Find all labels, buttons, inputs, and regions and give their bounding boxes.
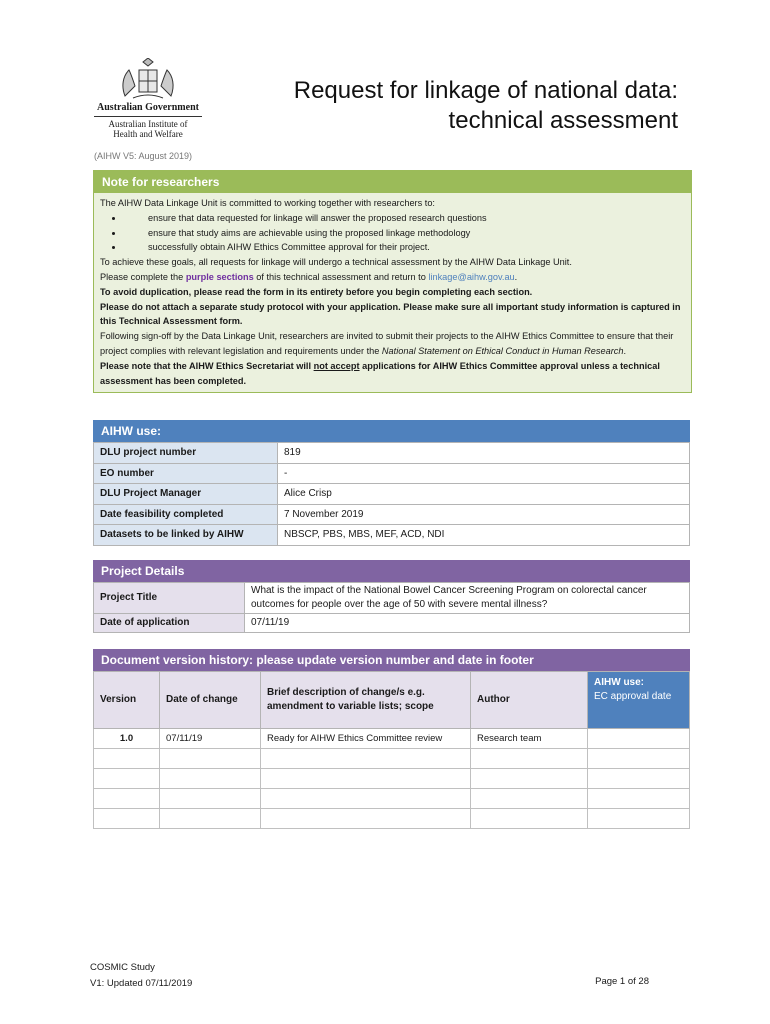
- ec-cell[interactable]: [588, 809, 690, 829]
- table-row: [94, 809, 690, 829]
- title-line-1: Request for linkage of national data:: [293, 77, 678, 104]
- date-cell[interactable]: [160, 749, 261, 769]
- ec-cell[interactable]: [588, 789, 690, 809]
- note-goals: To achieve these goals, all requests for linkage will undergo a technical assessment by the AIHW Data Linkage Unit.: [100, 257, 572, 268]
- note-bullet-list: [100, 211, 685, 255]
- author-cell[interactable]: [471, 769, 588, 789]
- table-row: [94, 789, 690, 809]
- note-signoff: Following sign-off by the Data Linkage Unit, researchers are invited to submit their projects to the AIHW Ethics Committee to ensure that their project complies with relevant legislation and requirements under the National Statement on Ethical Conduct in Human Research.: [100, 331, 674, 356]
- date-cell[interactable]: [160, 769, 261, 789]
- date-cell[interactable]: 07/11/19: [160, 729, 261, 749]
- table-row: [94, 614, 690, 633]
- table-header-row: [94, 672, 690, 729]
- logo-divider: [94, 116, 202, 117]
- desc-cell[interactable]: [261, 789, 471, 809]
- note-avoid-duplication: To avoid duplication, please read the form in its entirety before you begin completing each section.: [100, 286, 533, 297]
- note-body: [94, 193, 691, 392]
- date-cell[interactable]: [160, 809, 261, 829]
- col-ec-approval-header: AIHW use: EC approval date: [588, 672, 690, 729]
- version-cell[interactable]: [94, 789, 160, 809]
- project-title-field[interactable]: What is the impact of the National Bowel Cancer Screening Program on colorectal cancer outcomes for people over the age of 50 with severe mental illness?: [245, 583, 690, 614]
- note-protocol: Please do not attach a separate study protocol with your application. Please make sure all important study information is captured in this Technical Assessment form.: [100, 301, 681, 327]
- version-cell[interactable]: 1.0: [94, 729, 160, 749]
- ec-cell[interactable]: [588, 749, 690, 769]
- date-of-application-field[interactable]: 07/11/19: [245, 614, 690, 633]
- date-feasibility-label: Date feasibility completed: [94, 504, 278, 525]
- date-cell[interactable]: [160, 789, 261, 809]
- version-cell[interactable]: [94, 769, 160, 789]
- note-complete-instruction: Please complete the purple sections of this technical assessment and return to linkage@aihw.gov.au.: [100, 271, 518, 282]
- table-row: [94, 463, 690, 484]
- title-line-2: technical assessment: [448, 107, 678, 134]
- version-history-section: [93, 649, 690, 829]
- version-cell[interactable]: [94, 809, 160, 829]
- dlu-project-number-label: DLU project number: [94, 443, 278, 464]
- institute-line-2: Health and Welfare: [113, 129, 183, 139]
- col-date-header: Date of change: [160, 672, 261, 729]
- note-for-researchers: [93, 170, 692, 393]
- ec-cell[interactable]: [588, 769, 690, 789]
- datasets-label: Datasets to be linked by AIHW: [94, 525, 278, 546]
- note-bullet: • successfully obtain AIHW Ethics Committee approval for their project.: [124, 240, 685, 255]
- dlu-project-manager-field[interactable]: Alice Crisp: [278, 484, 690, 505]
- table-row: [94, 729, 690, 749]
- version-cell[interactable]: [94, 749, 160, 769]
- table-row: [94, 484, 690, 505]
- note-bullet: • ensure that data requested for linkage will answer the proposed research questions: [124, 211, 685, 226]
- note-heading: Note for researchers: [94, 171, 691, 193]
- footer-updated: V1: Updated 07/11/2019: [90, 978, 193, 989]
- datasets-field[interactable]: NBSCP, PBS, MBS, MEF, ACD, NDI: [278, 525, 690, 546]
- table-row: [94, 583, 690, 614]
- table-row: [94, 749, 690, 769]
- author-cell[interactable]: [471, 789, 588, 809]
- note-secretariat: Please note that the AIHW Ethics Secretariat will not accept applications for AIHW Ethics Committee approval unless a technical assessment has been completed.: [100, 360, 660, 386]
- date-feasibility-field[interactable]: 7 November 2019: [278, 504, 690, 525]
- aihw-use-table: [93, 442, 690, 546]
- footer-page-number: Page 1 of 28: [595, 976, 649, 987]
- desc-cell[interactable]: [261, 749, 471, 769]
- col-desc-header: Brief description of change/s e.g. amendment to variable lists; scope: [261, 672, 471, 729]
- project-details-section: [93, 560, 690, 633]
- national-statement-text: National Statement on Ethical Conduct in Human Research: [381, 345, 624, 356]
- email-link[interactable]: linkage@aihw.gov.au: [428, 271, 515, 282]
- col-version-header: Version: [94, 672, 160, 729]
- form-version: (AIHW V5: August 2019): [94, 151, 193, 161]
- table-row: [94, 769, 690, 789]
- date-of-application-label: Date of application: [94, 614, 245, 633]
- footer-study: COSMIC Study: [90, 962, 155, 973]
- dlu-project-manager-label: DLU Project Manager: [94, 484, 278, 505]
- author-cell[interactable]: Research team: [471, 729, 588, 749]
- author-cell[interactable]: [471, 749, 588, 769]
- purple-sections-text: purple sections: [185, 271, 254, 282]
- gov-name: Australian Government: [97, 102, 199, 113]
- table-row: [94, 525, 690, 546]
- project-details-heading: Project Details: [93, 560, 690, 582]
- project-title-label: Project Title: [94, 583, 245, 614]
- dlu-project-number-field[interactable]: 819: [278, 443, 690, 464]
- aihw-use-section: [93, 420, 690, 546]
- project-details-table: [93, 582, 690, 633]
- ec-cell[interactable]: [588, 729, 690, 749]
- not-accept-text: not accept: [313, 360, 360, 371]
- footer-left: [90, 960, 192, 992]
- table-row: [94, 504, 690, 525]
- desc-cell[interactable]: [261, 769, 471, 789]
- coat-of-arms-icon: [113, 58, 183, 100]
- aihw-use-heading: AIHW use:: [93, 420, 690, 442]
- table-row: [94, 443, 690, 464]
- author-cell[interactable]: [471, 809, 588, 829]
- desc-cell[interactable]: [261, 809, 471, 829]
- note-bullet: • ensure that study aims are achievable using the proposed linkage methodology: [124, 226, 685, 241]
- institute-line-1: Australian Institute of: [108, 119, 188, 129]
- version-history-heading: Document version history: please update version number and date in footer: [93, 649, 690, 671]
- version-history-table: [93, 671, 690, 829]
- note-intro: The AIHW Data Linkage Unit is committed to working together with researchers to:: [100, 198, 435, 208]
- col-author-header: Author: [471, 672, 588, 729]
- eo-number-field[interactable]: -: [278, 463, 690, 484]
- eo-number-label: EO number: [94, 463, 278, 484]
- page-title: [294, 76, 678, 136]
- government-logo: [88, 58, 208, 139]
- desc-cell[interactable]: Ready for AIHW Ethics Committee review: [261, 729, 471, 749]
